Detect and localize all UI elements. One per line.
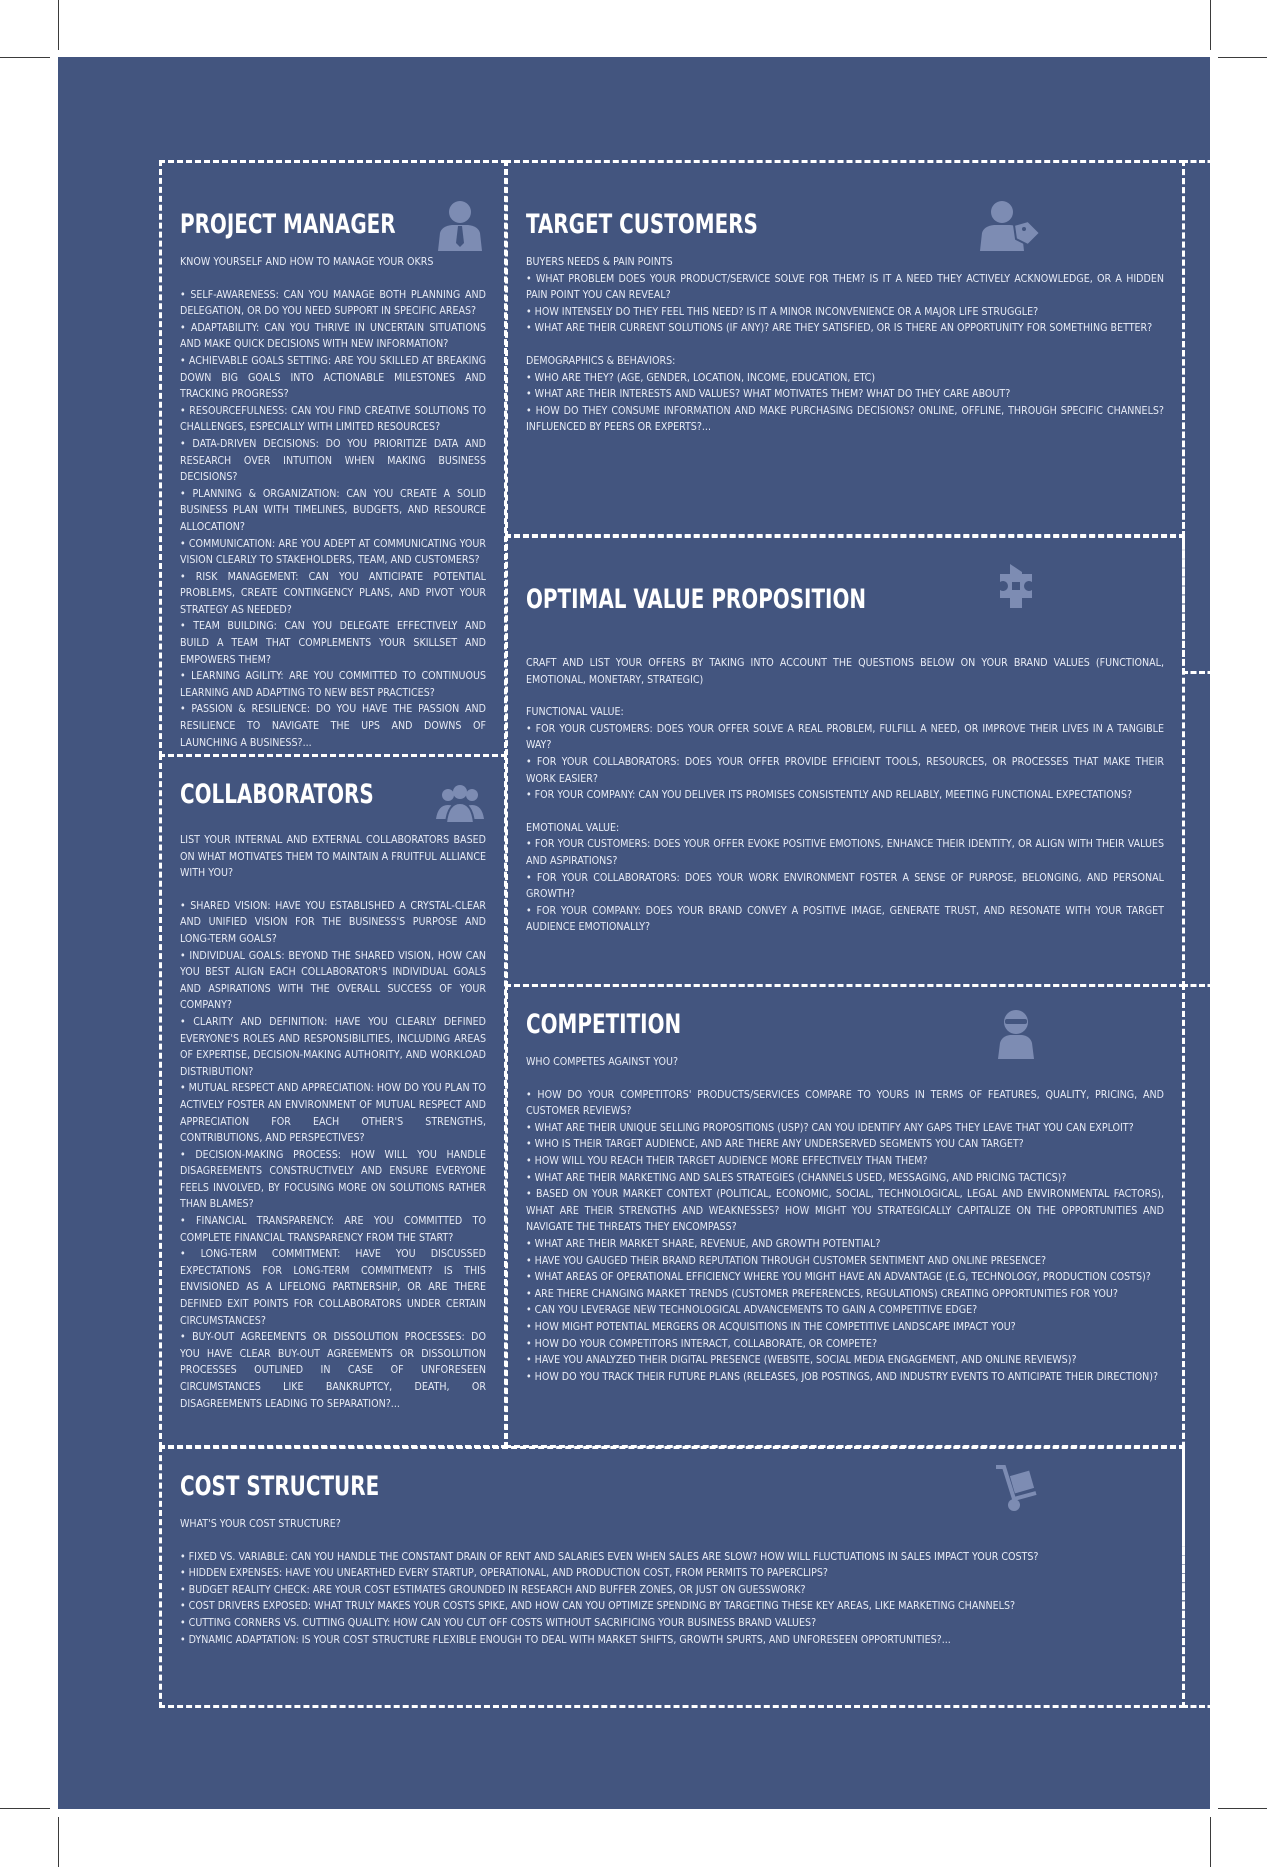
list-item: • ADAPTABILITY: CAN YOU THRIVE IN UNCERTAIN SITUATIONS AND MAKE QUICK DECISIONS WITH NEW INFORMATION? <box>180 320 486 353</box>
competition-box <box>505 984 1185 1448</box>
list-item: • FOR YOUR COMPANY: CAN YOU DELIVER ITS PROMISES CONSISTENTLY AND RELIABLY, MEETING FUNCTIONAL EXPECTATIONS? <box>526 787 1164 804</box>
list-item: • DYNAMIC ADAPTATION: IS YOUR COST STRUCTURE FLEXIBLE ENOUGH TO DEAL WITH MARKET SHIFTS, GROWTH SPURTS, AND UNFORESEEN OPPORTUNITIES?... <box>180 1632 1164 1649</box>
list-item: • FIXED VS. VARIABLE: CAN YOU HANDLE THE CONSTANT DRAIN OF RENT AND SALARIES EVEN WHEN SALES ARE SLOW? HOW WILL FLUCTUATIONS IN SALES IMPACT YOUR COSTS? <box>180 1549 1164 1566</box>
value-proposition-intro: CRAFT AND LIST YOUR OFFERS BY TAKING INTO ACCOUNT THE QUESTIONS BELOW ON YOUR BRAND VALUES (FUNCTIONAL, EMOTIONAL, MONETARY, STRATEGIC) <box>526 657 1164 686</box>
project-manager-box <box>159 160 507 757</box>
crop-mark <box>1218 1808 1267 1809</box>
target-customers-heading-1: BUYERS NEEDS & PAIN POINTS <box>526 256 673 268</box>
offpage-box-edge <box>1182 160 1222 674</box>
crop-mark <box>1218 57 1267 58</box>
list-item: • TEAM BUILDING: CAN YOU DELEGATE EFFECTIVELY AND BUILD A TEAM THAT COMPLEMENTS YOUR SKILLSET AND EMPOWERS THEM? <box>180 618 486 668</box>
list-item: • WHAT ARE THEIR MARKETING AND SALES STRATEGIES (CHANNELS USED, MESSAGING, AND PRICING TACTICS)? <box>526 1170 1164 1187</box>
list-item: • WHAT PROBLEM DOES YOUR PRODUCT/SERVICE SOLVE FOR THEM? IS IT A NEED THEY ACTIVELY ACKNOWLEDGE, OR A HIDDEN PAIN POINT YOU CAN REVEAL? <box>526 271 1164 304</box>
cost-structure-intro: WHAT'S YOUR COST STRUCTURE? <box>180 1518 341 1530</box>
list-item: • COST DRIVERS EXPOSED: WHAT TRULY MAKES YOUR COSTS SPIKE, AND HOW CAN YOU OPTIMIZE SPENDING BY TARGETING THESE KEY AREAS, LIKE MARKETING CHANNELS? <box>180 1598 1164 1615</box>
competition-intro: WHO COMPETES AGAINST YOU? <box>526 1056 679 1068</box>
list-item: • CUTTING CORNERS VS. CUTTING QUALITY: HOW CAN YOU CUT OFF COSTS WITHOUT SACRIFICING YOUR BUSINESS BRAND VALUES? <box>180 1615 1164 1632</box>
list-item: • BASED ON YOUR MARKET CONTEXT (POLITICAL, ECONOMIC, SOCIAL, TECHNOLOGICAL, LEGAL AND ENVIRONMENTAL FACTORS), WHAT ARE THEIR STRENGTHS AND WEAKNESSES? HOW MIGHT YOU STRATEGICALLY CAPITALIZE ON THE OPPORTUNITIES AND NAVIGATE THE THREATS THEY ENCOMPASS? <box>526 1186 1164 1236</box>
list-item: • FOR YOUR COLLABORATORS: DOES YOUR OFFER PROVIDE EFFICIENT TOOLS, RESOURCES, OR PROCESSES THAT MAKE THEIR WORK EASIER? <box>526 754 1164 787</box>
list-item: • DECISION-MAKING PROCESS: HOW WILL YOU HANDLE DISAGREEMENTS CONSTRUCTIVELY AND ENSURE EVERYONE FEELS INVOLVED, BY FOCUSING MORE ON SOLUTIONS RATHER THAN BLAMES? <box>180 1147 486 1213</box>
cost-structure-title: COST STRUCTURE <box>180 1471 380 1502</box>
value-proposition-box <box>505 535 1185 987</box>
list-item: • WHO IS THEIR TARGET AUDIENCE, AND ARE THERE ANY UNDERSERVED SEGMENTS YOU CAN TARGET? <box>526 1136 1164 1153</box>
list-item: • HOW DO YOU TRACK THEIR FUTURE PLANS (RELEASES, JOB POSTINGS, AND INDUSTRY EVENTS TO ANTICIPATE THEIR DIRECTION)? <box>526 1369 1164 1386</box>
crop-mark <box>1210 1817 1211 1867</box>
list-item: • WHO ARE THEY? (AGE, GENDER, LOCATION, INCOME, EDUCATION, ETC) <box>526 370 1164 387</box>
list-item: • HAVE YOU ANALYZED THEIR DIGITAL PRESENCE (WEBSITE, SOCIAL MEDIA ENGAGEMENT, AND ONLINE REVIEWS)? <box>526 1352 1164 1369</box>
offpage-box-edge <box>1182 984 1222 1708</box>
list-item: • BUDGET REALITY CHECK: ARE YOUR COST ESTIMATES GROUNDED IN RESEARCH AND BUFFER ZONES, OR JUST ON GUESSWORK? <box>180 1582 1164 1599</box>
list-item: • HOW DO THEY CONSUME INFORMATION AND MAKE PURCHASING DECISIONS? ONLINE, OFFLINE, THROUGH SPECIFIC CHANNELS? INFLUENCED BY PEERS OR EXPERTS?... <box>526 403 1164 436</box>
list-item: • WHAT ARE THEIR INTERESTS AND VALUES? WHAT MOTIVATES THEM? WHAT DO THEY CARE ABOUT? <box>526 386 1164 403</box>
list-item: • WHAT ARE THEIR CURRENT SOLUTIONS (IF ANY)? ARE THEY SATISFIED, OR IS THERE AN OPPORTUNITY FOR SOMETHING BETTER? <box>526 320 1164 337</box>
hand-truck-icon <box>990 1463 1042 1515</box>
list-item: • WHAT ARE THEIR MARKET SHARE, REVENUE, AND GROWTH POTENTIAL? <box>526 1236 1164 1253</box>
list-item: • WHAT AREAS OF OPERATIONAL EFFICIENCY WHERE YOU MIGHT HAVE AN ADVANTAGE (E.G, TECHNOLOGY, PRODUCTION COSTS)? <box>526 1269 1164 1286</box>
group-icon <box>434 779 486 831</box>
list-item: • CLARITY AND DEFINITION: HAVE YOU CLEARLY DEFINED EVERYONE'S ROLES AND RESPONSIBILITIES, INCLUDING AREAS OF EXPERTISE, DECISION-MAKING AUTHORITY, AND WORKLOAD DISTRIBUTION? <box>180 1014 486 1080</box>
list-item: • COMMUNICATION: ARE YOU ADEPT AT COMMUNICATING YOUR VISION CLEARLY TO STAKEHOLDERS, TEAM, AND CUSTOMERS? <box>180 536 486 569</box>
list-item: • FOR YOUR CUSTOMERS: DOES YOUR OFFER SOLVE A REAL PROBLEM, FULFILL A NEED, OR IMPROVE THEIR LIVES IN A TANGIBLE WAY? <box>526 721 1164 754</box>
list-item: • MUTUAL RESPECT AND APPRECIATION: HOW DO YOU PLAN TO ACTIVELY FOSTER AN ENVIRONMENT OF MUTUAL RESPECT AND APPRECIATION FOR EACH OTHER'S STRENGTHS, CONTRIBUTIONS, AND PERSPECTIVES? <box>180 1080 486 1146</box>
list-item: • HAVE YOU GAUGED THEIR BRAND REPUTATION THROUGH CUSTOMER SENTIMENT AND ONLINE PRESENCE? <box>526 1253 1164 1270</box>
list-item: • WHAT ARE THEIR UNIQUE SELLING PROPOSITIONS (USP)? CAN YOU IDENTIFY ANY GAPS THEY LEAVE THAT YOU CAN EXPLOIT? <box>526 1120 1164 1137</box>
list-item: • HOW DO YOUR COMPETITORS INTERACT, COLLABORATE, OR COMPETE? <box>526 1336 1164 1353</box>
competition-title: COMPETITION <box>526 1009 682 1040</box>
crop-mark <box>0 57 50 58</box>
target-customers-title: TARGET CUSTOMERS <box>526 209 758 240</box>
list-item: • FOR YOUR COLLABORATORS: DOES YOUR WORK ENVIRONMENT FOSTER A SENSE OF PURPOSE, BELONGING, AND PERSONAL GROWTH? <box>526 870 1164 903</box>
list-item: • LEARNING AGILITY: ARE YOU COMMITTED TO CONTINUOUS LEARNING AND ADAPTING TO NEW BEST PRACTICES? <box>180 668 486 701</box>
list-item: • HOW DO YOUR COMPETITORS' PRODUCTS/SERVICES COMPARE TO YOURS IN TERMS OF FEATURES, QUALITY, PRICING, AND CUSTOMER REVIEWS? <box>526 1087 1164 1120</box>
list-item: • PLANNING & ORGANIZATION: CAN YOU CREATE A SOLID BUSINESS PLAN WITH TIMELINES, BUDGETS, AND RESOURCE ALLOCATION? <box>180 486 486 536</box>
list-item: • DATA-DRIVEN DECISIONS: DO YOU PRIORITIZE DATA AND RESEARCH OVER INTUITION WHEN MAKING BUSINESS DECISIONS? <box>180 436 486 486</box>
collaborators-title: COLLABORATORS <box>180 779 374 810</box>
person-icon <box>434 199 486 251</box>
project-manager-title: PROJECT MANAGER <box>180 209 396 240</box>
list-item: • HIDDEN EXPENSES: HAVE YOU UNEARTHED EVERY STARTUP, OPERATIONAL, AND PRODUCTION COST, FROM PERMITS TO PAPERCLIPS? <box>180 1565 1164 1582</box>
list-item: • LONG-TERM COMMITMENT: HAVE YOU DISCUSSED EXPECTATIONS FOR LONG-TERM COMMITMENT? IS THIS ENVISIONED AS A LIFELONG PARTNERSHIP, OR ARE THERE DEFINED EXIT POINTS FOR COLLABORATORS UNDER CERTAIN CIRCUMSTANCES? <box>180 1246 486 1329</box>
value-proposition-title: OPTIMAL VALUE PROPOSITION <box>526 584 867 615</box>
list-item: • HOW INTENSELY DO THEY FEEL THIS NEED? IS IT A MINOR INCONVENIENCE OR A MAJOR LIFE STRUGGLE? <box>526 304 1164 321</box>
list-item: • ACHIEVABLE GOALS SETTING: ARE YOU SKILLED AT BREAKING DOWN BIG GOALS INTO ACTIONABLE MILESTONES AND TRACKING PROGRESS? <box>180 353 486 403</box>
list-item: • SHARED VISION: HAVE YOU ESTABLISHED A CRYSTAL-CLEAR AND UNIFIED VISION FOR THE BUSINESS'S PURPOSE AND LONG-TERM GOALS? <box>180 898 486 948</box>
project-manager-intro: KNOW YOURSELF AND HOW TO MANAGE YOUR OKRS <box>180 256 434 268</box>
list-item: • BUY-OUT AGREEMENTS OR DISSOLUTION PROCESSES: DO YOU HAVE CLEAR BUY-OUT AGREEMENTS OR DISSOLUTION PROCESSES OUTLINED IN CASE OF UNFORESEEN CIRCUMSTANCES LIKE BANKRUPTCY, DEATH, OR DISAGREEMENTS LEADING TO SEPARATION?... <box>180 1329 486 1412</box>
list-item: • RESOURCEFULNESS: CAN YOU FIND CREATIVE SOLUTIONS TO CHALLENGES, ESPECIALLY WITH LIMITED RESOURCES? <box>180 403 486 436</box>
target-customers-box <box>505 160 1185 537</box>
list-item: • HOW MIGHT POTENTIAL MERGERS OR ACQUISITIONS IN THE COMPETITIVE LANDSCAPE IMPACT YOU? <box>526 1319 1164 1336</box>
collaborators-box <box>159 754 507 1448</box>
list-item: • SELF-AWARENESS: CAN YOU MANAGE BOTH PLANNING AND DELEGATION, OR DO YOU NEED SUPPORT IN SPECIFIC AREAS? <box>180 287 486 320</box>
crop-mark <box>58 1817 59 1867</box>
cost-structure-box <box>159 1446 1185 1708</box>
list-item: • ARE THERE CHANGING MARKET TRENDS (CUSTOMER PREFERENCES, REGULATIONS) CREATING OPPORTUNITIES FOR YOU? <box>526 1286 1164 1303</box>
list-item: • FINANCIAL TRANSPARENCY: ARE YOU COMMITTED TO COMPLETE FINANCIAL TRANSPARENCY FROM THE START? <box>180 1213 486 1246</box>
list-item: • FOR YOUR COMPANY: DOES YOUR BRAND CONVEY A POSITIVE IMAGE, GENERATE TRUST, AND RESONATE WITH YOUR TARGET AUDIENCE EMOTIONALLY? <box>526 903 1164 936</box>
list-item: • HOW WILL YOU REACH THEIR TARGET AUDIENCE MORE EFFECTIVELY THAN THEM? <box>526 1153 1164 1170</box>
list-item: • CAN YOU LEVERAGE NEW TECHNOLOGICAL ADVANCEMENTS TO GAIN A COMPETITIVE EDGE? <box>526 1302 1164 1319</box>
crop-mark <box>0 1808 50 1809</box>
crop-mark <box>58 0 59 50</box>
collaborators-intro: LIST YOUR INTERNAL AND EXTERNAL COLLABORATORS BASED ON WHAT MOTIVATES THEM TO MAINTAIN A FRUITFUL ALLIANCE WITH YOU? <box>180 834 486 880</box>
emotional-value-heading: EMOTIONAL VALUE: <box>526 821 620 834</box>
target-customers-heading-2: DEMOGRAPHICS & BEHAVIORS: <box>526 354 676 367</box>
list-item: • RISK MANAGEMENT: CAN YOU ANTICIPATE POTENTIAL PROBLEMS, CREATE CONTINGENCY PLANS, AND PIVOT YOUR STRATEGY AS NEEDED? <box>180 569 486 619</box>
list-item: • PASSION & RESILIENCE: DO YOU HAVE THE PASSION AND RESILIENCE TO NAVIGATE THE UPS AND DOWNS OF LAUNCHING A BUSINESS?... <box>180 701 486 751</box>
list-item: • INDIVIDUAL GOALS: BEYOND THE SHARED VISION, HOW CAN YOU BEST ALIGN EACH COLLABORATOR'S INDIVIDUAL GOALS AND ASPIRATIONS WITH THE OVERALL SUCCESS OF YOUR COMPANY? <box>180 948 486 1014</box>
functional-value-heading: FUNCTIONAL VALUE: <box>526 706 624 719</box>
list-item: • FOR YOUR CUSTOMERS: DOES YOUR OFFER EVOKE POSITIVE EMOTIONS, ENHANCE THEIR IDENTITY, OR ALIGN WITH THEIR VALUES AND ASPIRATIONS? <box>526 836 1164 869</box>
crop-mark <box>1210 0 1211 50</box>
